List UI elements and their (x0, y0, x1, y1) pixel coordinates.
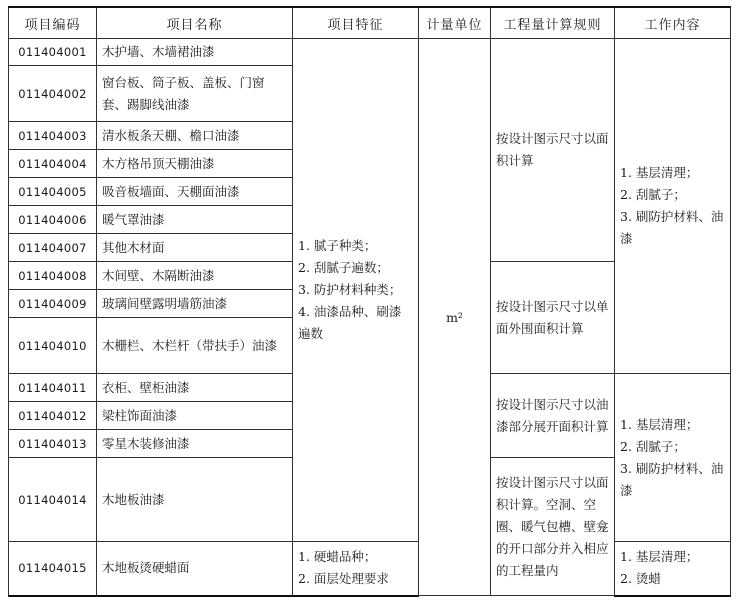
item-name: 梁柱饰面油漆 (97, 402, 293, 430)
item-code: 011404007 (9, 234, 97, 262)
work-content (615, 542, 731, 596)
item-code: 011404001 (9, 39, 97, 66)
work-content (615, 39, 731, 374)
work-text: 1. 基层清理； 2. 刮腻子； 3. 刷防护材料、油漆 (620, 416, 724, 498)
item-code: 011404015 (9, 542, 97, 596)
unit-cell (419, 39, 491, 596)
item-name: 其他木材面 (97, 234, 293, 262)
item-name: 暖气罩油漆 (97, 206, 293, 234)
item-code: 011404013 (9, 430, 97, 458)
item-code: 011404014 (9, 458, 97, 542)
calc-rule (491, 262, 615, 374)
item-code: 011404010 (9, 318, 97, 374)
rule-text: 按设计图示尺寸以面积计算 (496, 131, 609, 168)
table-row (9, 39, 731, 66)
item-code: 011404005 (9, 178, 97, 206)
item-code: 011404003 (9, 122, 97, 150)
work-text: 1. 基层清理； 2. 刮腻子； 3. 刷防护材料、油漆 (620, 165, 724, 246)
item-name: 窗台板、筒子板、盖板、门窗套、踢脚线油漆 (97, 66, 293, 122)
features-text: 1. 硬蜡品种； 2. 面层处理要求 (298, 549, 389, 587)
quantity-calculation-table (8, 6, 731, 597)
item-name: 木栅栏、木栏杆（带扶手）油漆 (97, 318, 293, 374)
item-name: 木方格吊顶天棚油漆 (97, 150, 293, 178)
item-name: 木间壁、木隔断油漆 (97, 262, 293, 290)
header-code: 项目编码 (9, 7, 97, 39)
rule-text: 按设计图示尺寸以面积计算。空洞、空圈、暖气包槽、壁龛的开口部分并入相应的工程量内 (496, 474, 609, 578)
item-name: 吸音板墙面、天棚面油漆 (97, 178, 293, 206)
header-unit: 计量单位 (419, 7, 491, 39)
table-header-row (9, 7, 731, 39)
item-name: 木地板烫硬蜡面 (97, 542, 293, 596)
item-code: 011404002 (9, 66, 97, 122)
header-name: 项目名称 (97, 7, 293, 39)
calc-rule (491, 458, 615, 596)
table-row (9, 542, 731, 596)
item-code: 011404006 (9, 206, 97, 234)
header-features: 项目特征 (293, 7, 419, 39)
calc-rule (491, 39, 615, 262)
header-work: 工作内容 (615, 7, 731, 39)
item-name: 清水板条天棚、檐口油漆 (97, 122, 293, 150)
item-code: 011404004 (9, 150, 97, 178)
item-name: 衣柜、壁柜油漆 (97, 374, 293, 402)
item-code: 011404008 (9, 262, 97, 290)
work-content (615, 374, 731, 542)
unit-text: m² (446, 309, 463, 325)
item-name: 木护墙、木墙裙油漆 (97, 39, 293, 66)
item-name: 零星木装修油漆 (97, 430, 293, 458)
header-rule: 工程量计算规则 (491, 7, 615, 39)
item-name: 木地板油漆 (97, 458, 293, 542)
work-text: 1. 基层清理； 2. 烫蜡 (620, 549, 699, 587)
item-code: 011404009 (9, 290, 97, 318)
item-code: 011404011 (9, 374, 97, 402)
item-code: 011404012 (9, 402, 97, 430)
calc-rule (491, 374, 615, 458)
rule-text: 按设计图示尺寸以单面外围面积计算 (496, 298, 609, 336)
item-features (293, 542, 419, 596)
item-name: 玻璃间壁露明墙筋油漆 (97, 290, 293, 318)
rule-text: 按设计图示尺寸以油漆部分展开面积计算 (496, 396, 609, 434)
item-features (293, 39, 419, 542)
features-text: 1. 腻子种类； 2. 刮腻子遍数； 3. 防护材料种类； 4. 油漆品种、刷漆遍数 (298, 238, 402, 341)
